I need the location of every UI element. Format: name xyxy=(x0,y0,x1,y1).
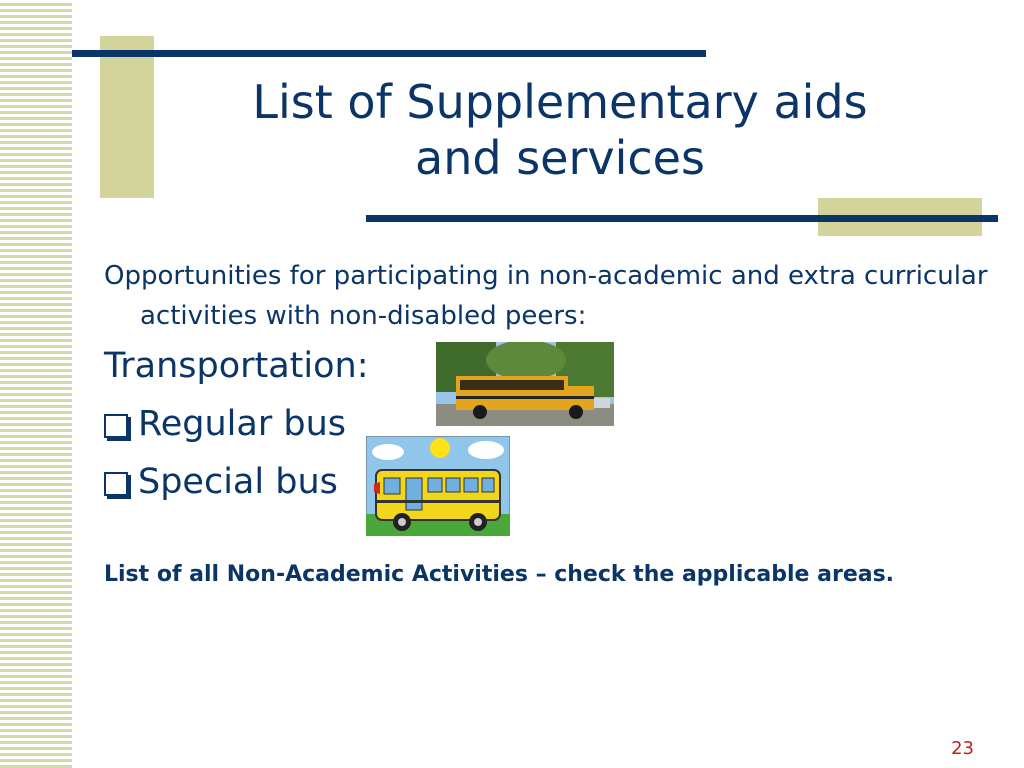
checkbox-bullet-icon xyxy=(104,414,128,438)
bullet-label: Special bus xyxy=(138,462,338,502)
bullet-regular-bus xyxy=(104,404,346,444)
bullet-label: Regular bus xyxy=(138,404,347,444)
title-rule-top xyxy=(72,50,706,57)
bullet-special-bus xyxy=(104,462,338,502)
accent-block-top xyxy=(100,36,154,198)
school-bus-photo xyxy=(436,342,614,426)
special-bus-illustration xyxy=(366,436,510,536)
checkbox-bullet-icon xyxy=(104,472,128,496)
transportation-label: Transportation: xyxy=(104,346,369,386)
title-rule-bottom xyxy=(366,215,998,222)
title-line-1: List of Supplementary aids xyxy=(252,75,868,129)
slide-title xyxy=(150,74,970,186)
decorative-stripes xyxy=(0,0,72,768)
title-line-2: and services xyxy=(415,131,705,185)
activities-note: List of all Non-Academic Activities – check the applicable areas. xyxy=(104,562,895,587)
page-number: 23 xyxy=(951,738,974,759)
opportunities-paragraph: Opportunities for participating in non-academic and extra curricular activities with non-disabled peers: xyxy=(104,261,988,331)
